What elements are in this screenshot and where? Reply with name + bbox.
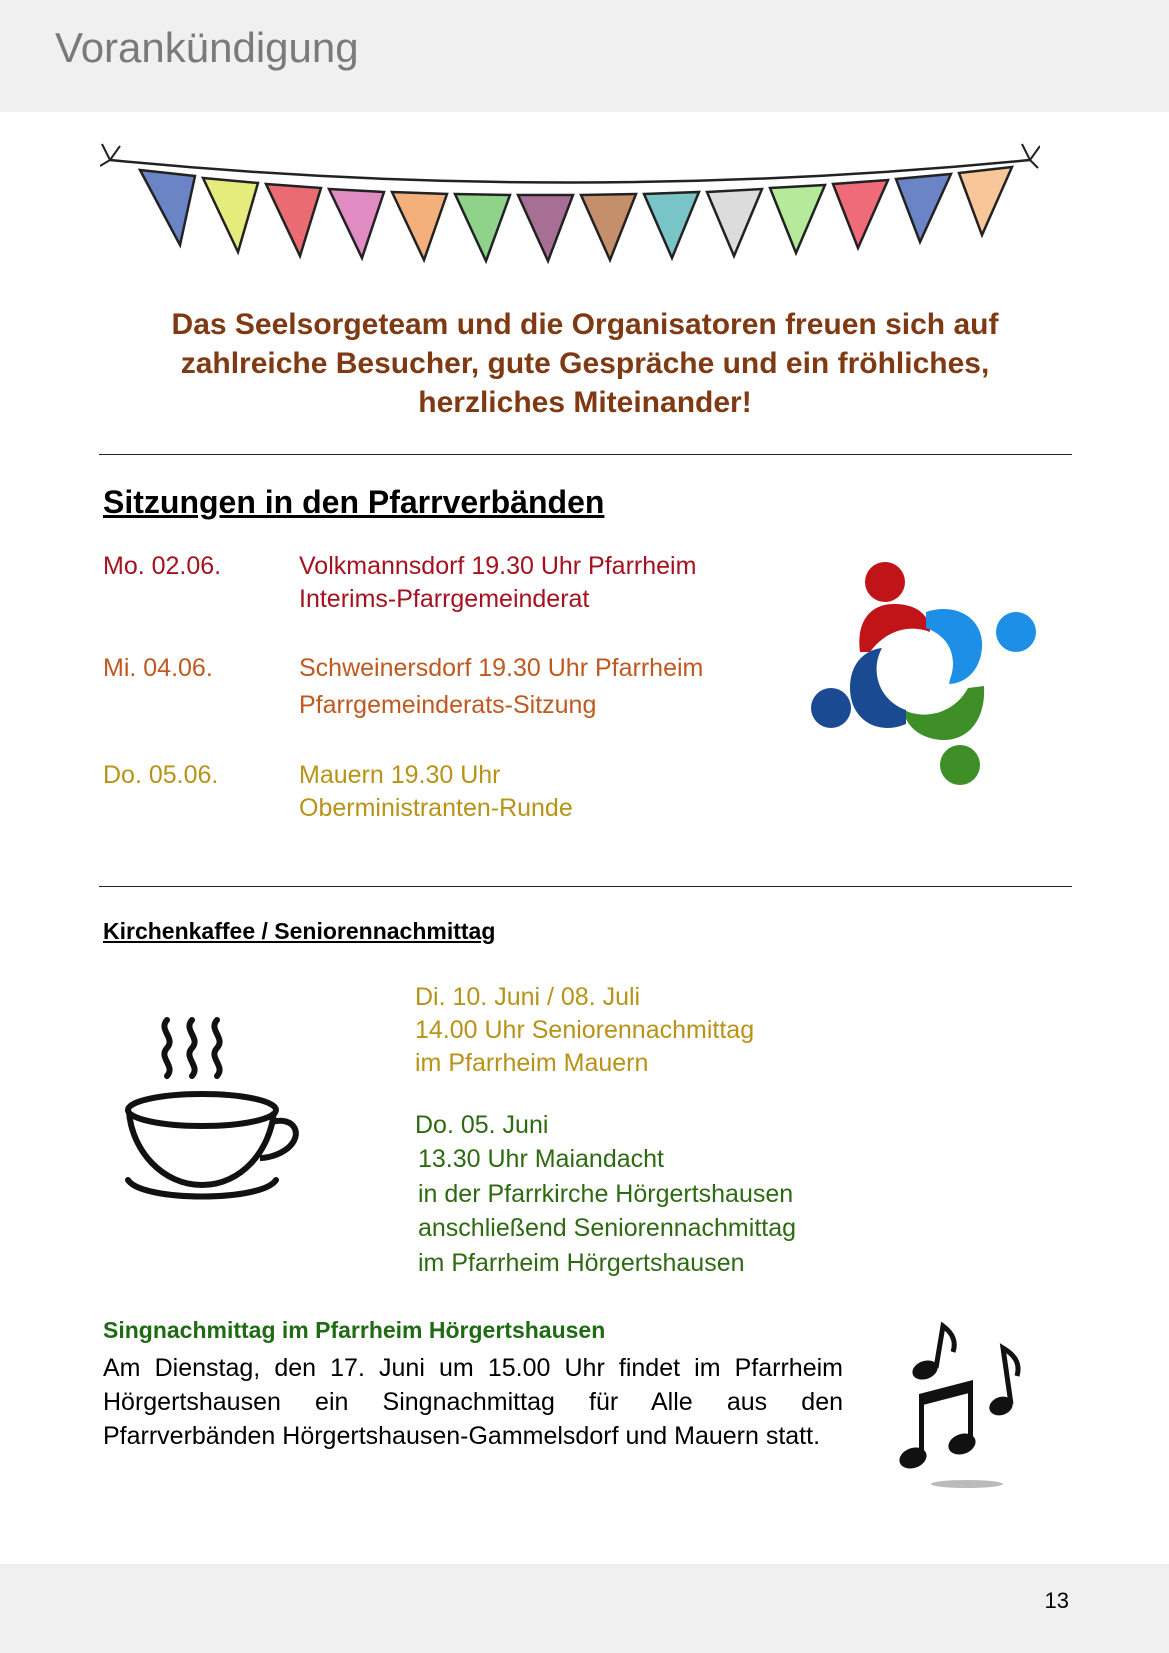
event-line: Di. 10. Juni / 08. Juli [415, 983, 641, 1011]
divider [99, 886, 1072, 887]
event-details [299, 550, 696, 616]
event-line: im Pfarrheim Mauern [415, 1049, 649, 1077]
page-footer [0, 1564, 1169, 1653]
page-number: 13 [1044, 1588, 1069, 1613]
coffee-cup-icon [122, 1010, 302, 1205]
event-line: Schweinersdorf 19.30 Uhr Pfarrheim [299, 654, 704, 682]
event-line: Oberministranten-Runde [299, 794, 573, 822]
section-heading-kirchenkaffee: Kirchenkaffee / Seniorennachmittag [103, 918, 496, 944]
event-date: Do. 05. Juni [415, 1111, 549, 1139]
event-line: in der Pfarrkirche Hörgertshausen [418, 1179, 794, 1208]
singnachmittag-title: Singnachmittag im Pfarrheim Hörgertshausen [103, 1317, 606, 1343]
event-line: Pfarrgemeinderats-Sitzung [299, 691, 597, 719]
event-date: Mo. 02.06. [103, 552, 222, 580]
intro-line: zahlreiche Besucher, gute Gespräche und ein fröhliches, [180, 347, 990, 380]
event-line: im Pfarrheim Hörgertshausen [418, 1248, 745, 1277]
event-details [299, 759, 573, 825]
bunting-icon [100, 130, 1040, 265]
event-line: 13.30 Uhr Maiandacht [418, 1145, 664, 1173]
event-date: Do. 05.06. [103, 761, 219, 789]
event-date: Mi. 04.06. [103, 654, 213, 682]
page-title: Vorankündigung [55, 24, 359, 71]
event-details [299, 652, 703, 722]
singnachmittag-text: Am Dienstag, den 17. Juni um 15.00 Uhr findet im Pfarrheim Hörgertshausen ein Singnachmittag für Alle aus den Pfarrverbänden Hörgertshausen-Gammelsdorf und Mauern statt. [103, 1354, 843, 1450]
event-line: anschließend Seniorennachmittag [418, 1214, 797, 1242]
intro-text [100, 305, 1070, 422]
people-circle-icon [808, 560, 1038, 790]
event-line: 14.00 Uhr Seniorennachmittag [415, 1016, 755, 1044]
page-header [0, 0, 1169, 112]
event-kaffee-mauern [415, 981, 754, 1080]
section-heading-sitzungen: Sitzungen in den Pfarrverbänden [103, 484, 605, 520]
event-kaffee-hoergertshausen [418, 1142, 796, 1280]
event-line: Volkmannsdorf 19.30 Uhr Pfarrheim [299, 552, 697, 580]
event-line: Mauern 19.30 Uhr [299, 761, 501, 789]
event-line: Interims-Pfarrgemeinderat [299, 585, 590, 613]
music-notes-icon [895, 1318, 1025, 1493]
divider [99, 454, 1072, 455]
intro-line: Das Seelsorgeteam und die Organisatoren freuen sich auf [171, 308, 999, 341]
intro-line: herzliches Miteinander! [418, 386, 752, 419]
